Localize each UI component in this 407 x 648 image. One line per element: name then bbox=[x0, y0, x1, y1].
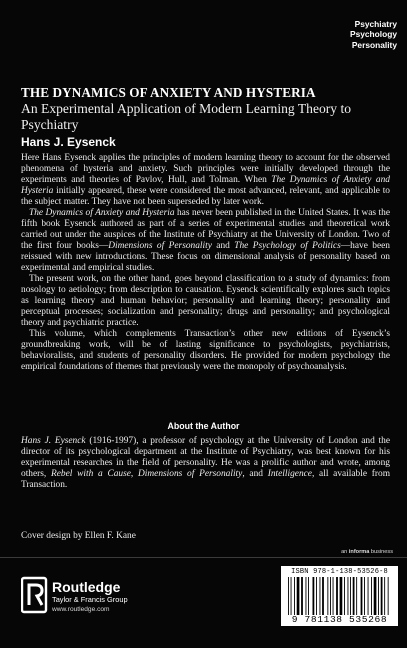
description-paragraph-2: The Dynamics of Anxiety and Hysteria has never been published in the United States. It was the fifth book Eysenck authored as part of a series of experimental studies and theoretical work carried out under the auspices of the Institute of Psychiatry at the University of London. Two of the first four books—Dimensions of Personality and The Psychology of Politics—have been reissued with new introductions. These focus on dimensional analysis of personality based on experimental and empirical studies. bbox=[21, 208, 390, 273]
routledge-logo-icon bbox=[21, 575, 49, 615]
publisher-website: www.routledge.com bbox=[52, 606, 110, 613]
category-psychiatry: Psychiatry bbox=[354, 19, 397, 29]
book-title-reference: Dimensions of Personality bbox=[138, 469, 243, 479]
description-paragraph-4: This volume, which complements Transaction’s other new editions of Eysenck’s groundbreaking work, will be of lasting significance to psychologists, psychiatrists, behavioralists, and students of personality disorders. He provided for modern psychology the empirical foundations of themes that previously were the monopoly of psychoanalysis. bbox=[21, 329, 390, 372]
about-author-heading: About the Author bbox=[167, 421, 240, 431]
informa-business-tag: an informa business bbox=[341, 549, 393, 555]
category-personality: Personality bbox=[351, 39, 397, 50]
barcode-panel bbox=[281, 566, 398, 626]
footer-divider bbox=[0, 557, 407, 558]
book-subtitle: An Experimental Application of Modern Learning Theory to Psychiatry bbox=[21, 101, 352, 132]
book-title: THE DYNAMICS OF ANXIETY AND HYSTERIA bbox=[21, 85, 316, 100]
book-title-reference: The Psychology of Politics bbox=[234, 241, 341, 251]
barcode-icon bbox=[287, 577, 392, 615]
book-title-reference: The Dynamics of Anxiety and Hysteria bbox=[21, 175, 390, 196]
publisher-group: Taylor & Francis Group bbox=[52, 595, 128, 604]
about-author-text bbox=[21, 436, 390, 491]
book-title-reference: The Dynamics of Anxiety and Hysteria bbox=[29, 208, 175, 218]
category-psychology: Psychology bbox=[349, 29, 397, 40]
publisher-block bbox=[52, 579, 128, 614]
book-title-reference: Dimensions of Personality bbox=[108, 241, 212, 251]
book-author: Hans J. Eysenck bbox=[21, 135, 116, 149]
author-name: Hans J. Eysenck bbox=[21, 436, 86, 446]
book-title-reference: Intelligence bbox=[267, 469, 312, 479]
barcode-digits: 9 781138 535268 bbox=[291, 614, 388, 625]
book-title-reference: Rebel with a Cause bbox=[51, 469, 131, 479]
about-author-paragraph: Hans J. Eysenck (1916-1997), a professor of psychology at the University of London and the director of its psychological department at the Institute of Psychiatry, was best known for his experimental researches in the field of personality. He was a prolific author and wrote, among others, Rebel with a Cause, Dimensions of Personality, and Intelligence, all available from Transaction. bbox=[21, 436, 390, 490]
publisher-name: Routledge bbox=[52, 579, 121, 595]
cover-design-credit: Cover design by Ellen F. Kane bbox=[21, 531, 136, 541]
subject-categories bbox=[350, 19, 397, 50]
book-description bbox=[21, 153, 390, 373]
description-paragraph-1: Here Hans Eysenck applies the principles of modern learning theory to account for the observed phenomena of hysteria and anxiety. Such principles were initially developed through the experiments and theories of Pavlov, Hull, and Tolman. When The Dynamics of Anxiety and Hysteria initially appeared, these were considered the most advanced, relevant, and applicable to the subject matter. They have not been superseded by later work. bbox=[21, 153, 390, 207]
description-paragraph-3: The present work, on the other hand, goes beyond classification to a study of dynamics: from nosology to aetiology; from description to causation. Eysenck scientifically explores such topics as learning theory and human behavior; personality and learning theory; personality and perceptual processes; socialization and personality; drugs and personality; and psychological theory and psychiatric practice. bbox=[21, 274, 390, 328]
isbn-text: ISBN 978-1-138-53526-8 bbox=[291, 568, 388, 576]
